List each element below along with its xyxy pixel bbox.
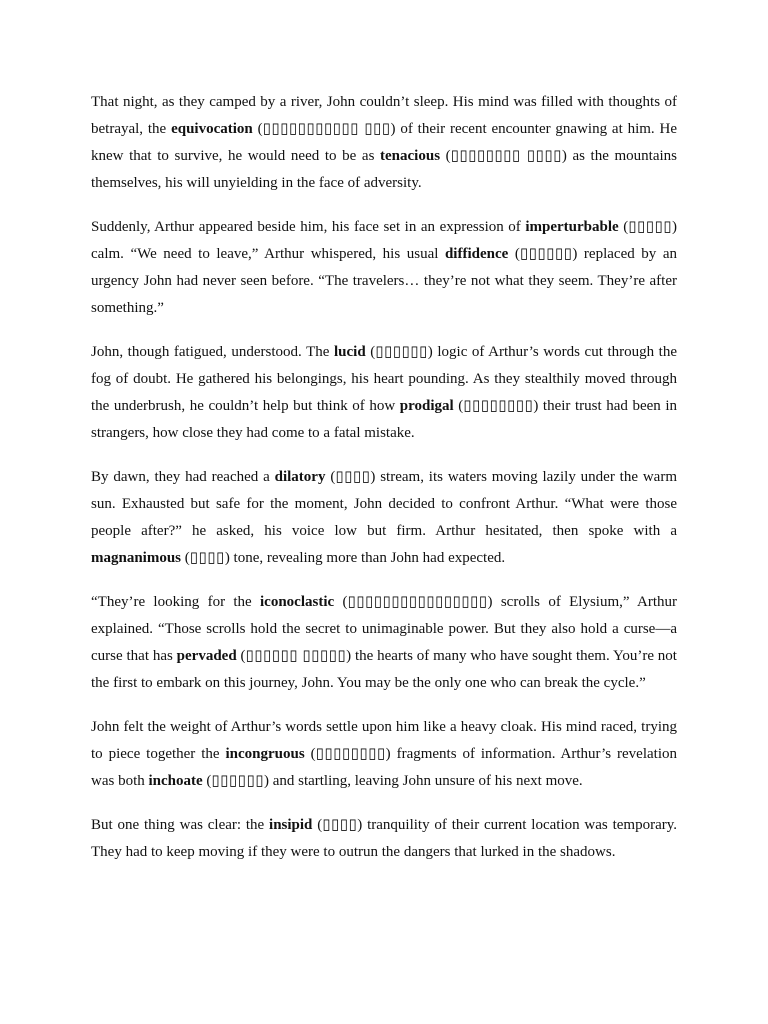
gloss-text: ▯▯▯▯▯▯ — [375, 344, 428, 360]
body-text: ) as the mountains themselves, his will unyielding in the face of adversity. — [91, 148, 677, 191]
body-text: ) tone, revealing more than John had expected. — [224, 550, 506, 566]
body-text: ( — [312, 817, 323, 833]
body-text: ) tranquility of their current location was temporary. They had to keep moving if they were to outrun the dangers that lurked in the shadows. — [91, 817, 677, 860]
body-text: ( — [334, 594, 348, 610]
body-text: ( — [453, 398, 464, 414]
body-text: ) of their recent encounter gnawing at him. He knew that to survive, he would need to be as — [91, 121, 678, 164]
body-text: John felt the weight of Arthur’s words settle upon him like a heavy cloak. His mind raced, trying to piece together the — [91, 719, 677, 762]
body-text: ( — [365, 344, 376, 360]
body-text: ( — [618, 219, 629, 235]
body-text: ( — [252, 121, 263, 137]
paragraph — [91, 89, 677, 197]
body-text: ( — [440, 148, 451, 164]
gloss-text: ▯▯▯▯▯▯ — [519, 246, 573, 262]
vocab-word: insipid — [269, 817, 313, 833]
vocab-word: pervaded — [176, 648, 237, 664]
gloss-text: ▯▯▯▯▯▯ — [211, 773, 264, 789]
gloss-text: ▯▯▯▯ — [335, 469, 371, 485]
vocab-word: lucid — [334, 344, 366, 360]
paragraph — [91, 812, 677, 866]
body-text: “They’re looking for the — [91, 594, 260, 610]
vocab-word: iconoclastic — [260, 594, 335, 610]
body-text: ) and startling, leaving John unsure of his next move. — [263, 773, 583, 789]
paragraph — [91, 464, 677, 572]
body-text: ) the hearts of many who have sought them. You’re not the first to embark on this journey, John. You may be the only one who can break the cycle.” — [91, 648, 677, 691]
vocab-word: prodigal — [399, 398, 454, 414]
paragraph — [91, 714, 677, 795]
body-text: ) their trust had been in strangers, how close they had come to a fatal mistake. — [91, 398, 678, 441]
body-text: ( — [325, 469, 336, 485]
vocab-word: magnanimous — [91, 550, 182, 566]
gloss-text: ▯▯▯▯ — [189, 550, 225, 566]
body-text: But one thing was clear: the — [91, 817, 270, 833]
body-text: ( — [236, 648, 246, 664]
body-text: Suddenly, Arthur appeared beside him, his face set in an expression of — [91, 219, 526, 235]
document-page — [91, 89, 677, 883]
body-text: ) calm. “We need to leave,” Arthur whispered, his usual — [91, 219, 677, 262]
vocab-word: inchoate — [148, 773, 203, 789]
gloss-text: ▯▯▯▯▯▯▯▯ — [463, 398, 534, 414]
gloss-text: ▯▯▯▯▯▯▯▯ — [315, 746, 386, 762]
body-text: ) scrolls of Elysium,” Arthur explained. “Those scrolls hold the secret to unimaginable power. But they also hold a curse—a curse that has — [91, 594, 677, 664]
gloss-text: ▯▯▯▯▯ — [628, 219, 672, 235]
body-text: ) fragments of information. Arthur’s revelation was both — [91, 746, 678, 789]
body-text: John, though fatigued, understood. The — [91, 344, 334, 360]
body-text: ) replaced by an urgency John had never seen before. “The travelers… they’re not what they seem. They’re after something.” — [91, 246, 677, 316]
vocab-word: equivocation — [171, 121, 253, 137]
vocab-word: dilatory — [274, 469, 326, 485]
body-text: ( — [181, 550, 190, 566]
vocab-word: diffidence — [444, 246, 509, 262]
body-text: That night, as they camped by a river, John couldn’t sleep. His mind was filled with thoughts of betrayal, the — [91, 94, 677, 137]
vocab-word: tenacious — [380, 148, 441, 164]
body-text: ) logic of Arthur’s words cut through the fog of doubt. He gathered his belongings, his heart pounding. As they stealthily moved through the underbrush, he couldn’t help but think of how — [91, 344, 678, 414]
gloss-text: ▯▯▯▯▯▯▯▯▯▯▯ ▯▯▯ — [262, 121, 391, 137]
paragraph — [91, 339, 677, 447]
body-text: ) stream, its waters moving lazily under the warm sun. Exhausted but safe for the moment, John decided to confront Arthur. “What were those people after?” he asked, his voice low but firm. Arthur hesitated, then spoke with a — [91, 469, 677, 539]
body-text: ( — [508, 246, 520, 262]
body-text: By dawn, they had reached a — [91, 469, 275, 485]
vocab-word: incongruous — [225, 746, 305, 762]
gloss-text: ▯▯▯▯▯▯▯▯▯▯▯▯▯▯▯▯ — [347, 594, 488, 610]
body-text: ( — [202, 773, 212, 789]
paragraph — [91, 589, 677, 697]
gloss-text: ▯▯▯▯▯▯▯▯ ▯▯▯▯ — [450, 148, 562, 164]
gloss-text: ▯▯▯▯ — [322, 817, 358, 833]
gloss-text: ▯▯▯▯▯▯ ▯▯▯▯▯ — [245, 648, 347, 664]
paragraph — [91, 214, 677, 322]
body-text: ( — [304, 746, 316, 762]
vocab-word: imperturbable — [525, 219, 619, 235]
